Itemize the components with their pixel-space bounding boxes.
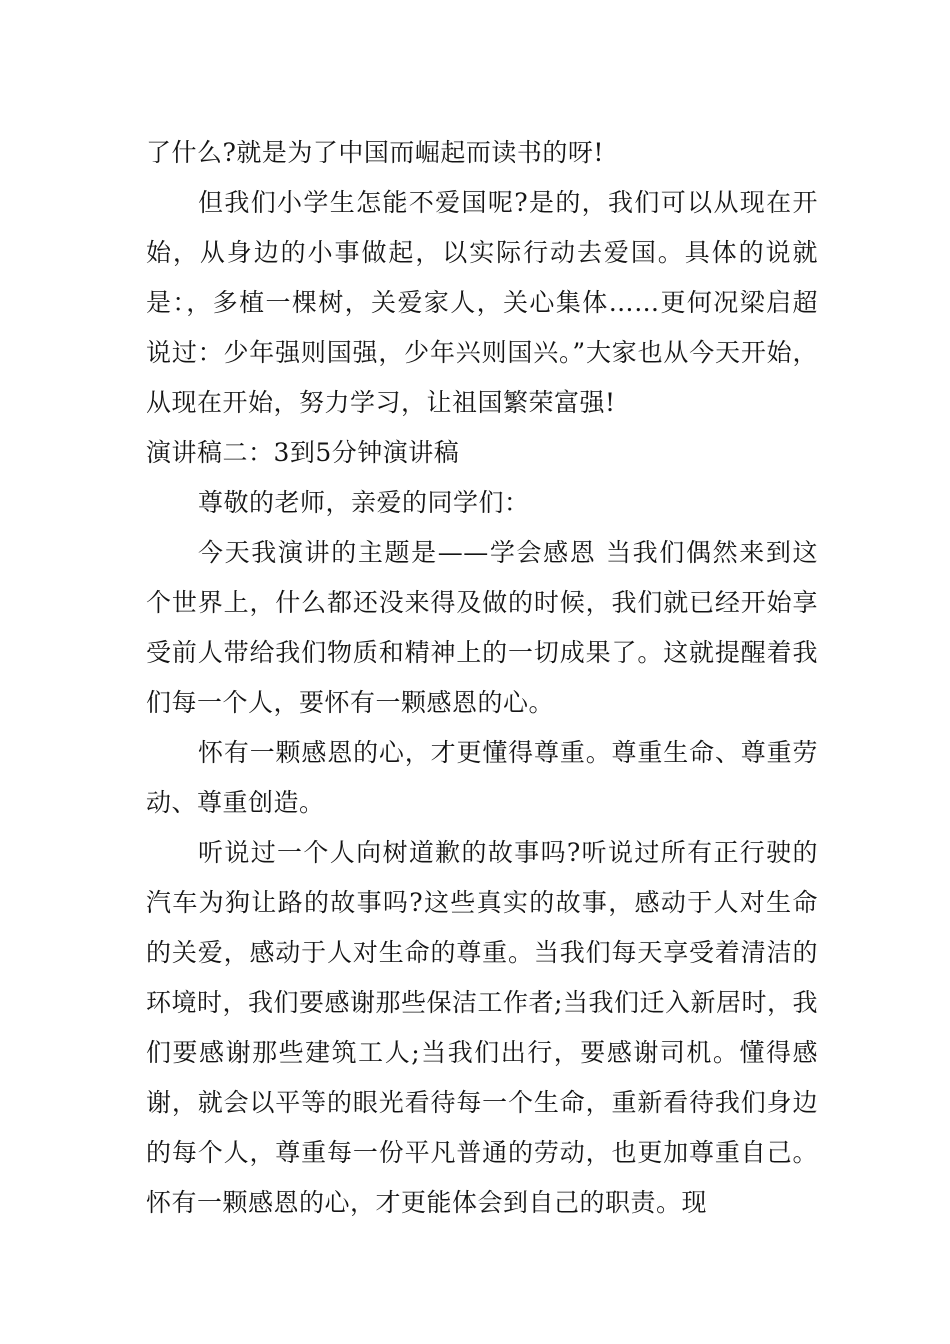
paragraph-2: 但我们小学生怎能不爱国呢?是的，我们可以从现在开始，从身边的小事做起，以实际行动去爱国。具体的说就是：，多植一棵树，关爱家人，关心集体……更何况梁启超说过：少年强则国强，少年兴则国兴。”大家也从今天开始，从现在开始，努力学习，让祖国繁荣富强! xyxy=(146,188,818,417)
document-body xyxy=(146,128,818,1228)
paragraph-4: 怀有一颗感恩的心，才更懂得尊重。尊重生命、尊重劳动、尊重创造。 xyxy=(146,738,818,817)
section-heading: 演讲稿二：3到5分钟演讲稿 xyxy=(146,438,460,467)
salutation: 尊敬的老师，亲爱的同学们： xyxy=(198,488,530,517)
paragraph-1: 了什么?就是为了中国而崛起而读书的呀! xyxy=(146,138,604,167)
paragraph-5: 听说过一个人向树道歉的故事吗?听说过所有正行驶的汽车为狗让路的故事吗?这些真实的故事，感动于人对生命的关爱，感动于人对生命的尊重。当我们每天享受着清洁的环境时，我们要感谢那些保洁工作者;当我们迁入新居时，我们要感谢那些建筑工人;当我们出行，要感谢司机。懂得感谢，就会以平等的眼光看待每一个生命，重新看待我们身边的每个人，尊重每一份平凡普通的劳动，也更加尊重自己。怀有一颗感恩的心，才更能体会到自己的职责。现 xyxy=(146,838,818,1217)
paragraph-3: 今天我演讲的主题是——学会感恩 当我们偶然来到这个世界上，什么都还没来得及做的时候，我们就已经开始享受前人带给我们物质和精神上的一切成果了。这就提醒着我们每一个人，要怀有一颗感恩的心。 xyxy=(146,538,818,717)
